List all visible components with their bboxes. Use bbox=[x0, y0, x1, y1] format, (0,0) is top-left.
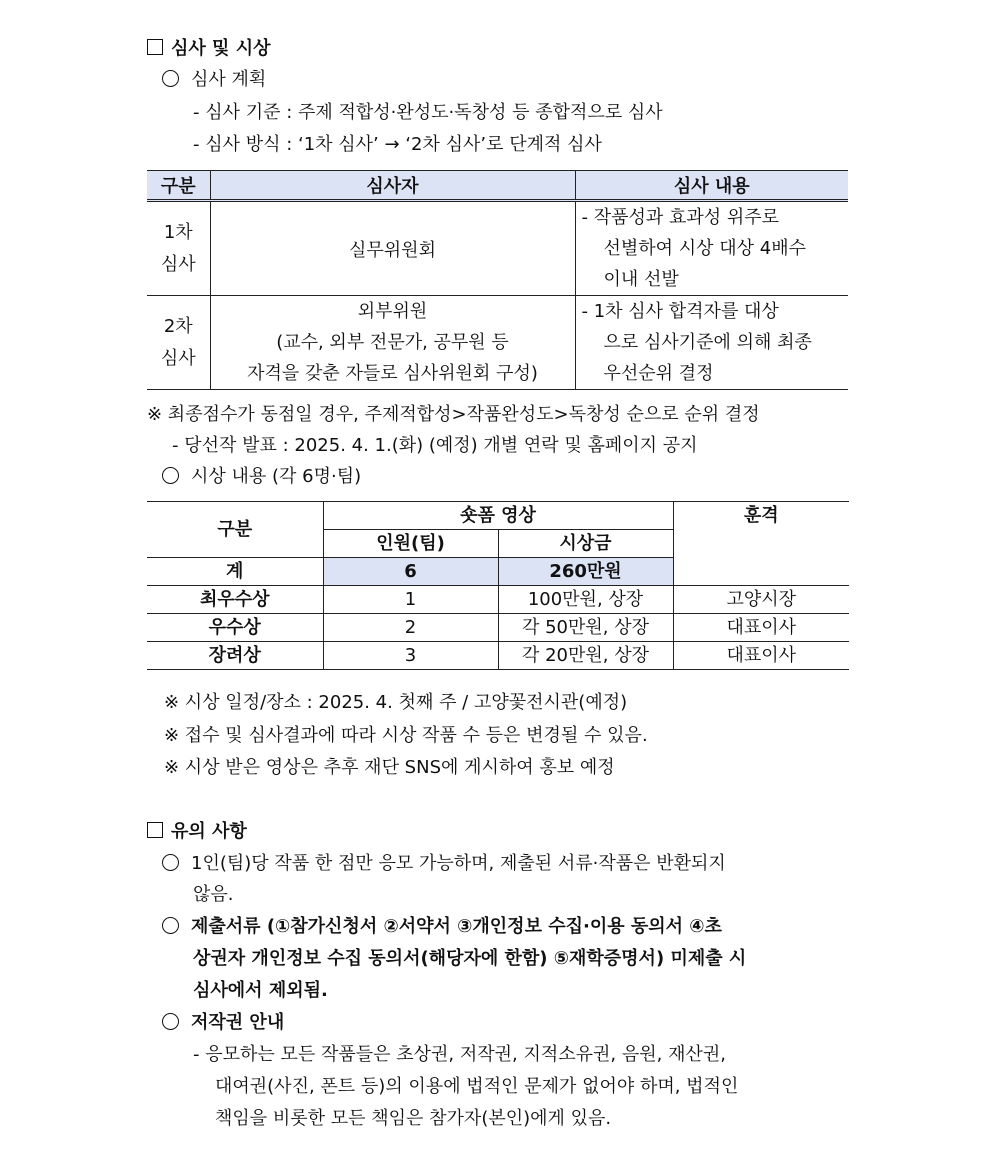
header-category: 구분 bbox=[147, 502, 323, 558]
stage-cell: 2차 심사 bbox=[147, 296, 210, 390]
award-honor: 고양시장 bbox=[673, 586, 849, 614]
copyright-line-2: 대여권(사진, 폰트 등)의 이용에 법적인 문제가 없어야 하며, 법적인 bbox=[215, 1076, 739, 1097]
circle-bullet-icon bbox=[162, 70, 179, 87]
award-people: 3 bbox=[323, 642, 498, 670]
total-prize: 260만원 bbox=[498, 558, 673, 586]
notice-item-1: 1인(팀)당 작품 한 점만 응모 가능하며, 제출된 서류·작품은 반환되지 bbox=[162, 849, 726, 875]
award-name: 최우수상 bbox=[147, 586, 323, 614]
notice-item-3: 저작권 안내 bbox=[162, 1008, 284, 1034]
subheading-review-plan: 심사 계획 bbox=[162, 65, 266, 91]
header-reviewer: 심사자 bbox=[210, 171, 575, 201]
notice-item-2-cont: 상권자 개인정보 수집 동의서(해당자에 한함) ⑤재학증명서) 미제출 시 bbox=[193, 948, 747, 969]
header-shorts: 숏폼 영상 bbox=[323, 502, 673, 530]
table-row bbox=[147, 586, 849, 614]
reviewer-cell: 외부위원 (교수, 외부 전문가, 공무원 등 자격을 갖춘 자들로 심사위원회 구성) bbox=[210, 296, 575, 390]
award-name: 장려상 bbox=[147, 642, 323, 670]
subheading-prize: 시상 내용 (각 6명·팀) bbox=[162, 462, 361, 488]
award-people: 2 bbox=[323, 614, 498, 642]
circle-bullet-icon bbox=[162, 1013, 179, 1030]
review-method: - 심사 방식 : ‘1차 심사’ → ‘2차 심사’로 단계적 심사 bbox=[193, 134, 602, 155]
note-change: ※ 접수 및 심사결과에 따라 시상 작품 수 등은 변경될 수 있음. bbox=[164, 725, 648, 746]
content-cell: - 작품성과 효과성 위주로 선별하여 시상 대상 4배수 이내 선발 bbox=[575, 201, 848, 296]
circle-bullet-icon bbox=[162, 854, 179, 871]
table-row bbox=[147, 642, 849, 670]
note-schedule: ※ 시상 일정/장소 : 2025. 4. 첫째 주 / 고양꽃전시관(예정) bbox=[164, 692, 628, 713]
circle-bullet-icon bbox=[162, 917, 179, 934]
award-honor: 대표이사 bbox=[673, 642, 849, 670]
header-honor: 훈격 bbox=[673, 502, 849, 530]
announcement: - 당선작 발표 : 2025. 4. 1.(화) (예정) 개별 연락 및 홈페이지 공지 bbox=[172, 435, 698, 456]
stage-cell: 1차 심사 bbox=[147, 201, 210, 296]
notice-item-2-cont2: 심사에서 제외됨. bbox=[193, 980, 328, 1001]
table-row bbox=[147, 201, 848, 296]
award-prize: 각 20만원, 상장 bbox=[498, 642, 673, 670]
award-honor: 대표이사 bbox=[673, 614, 849, 642]
total-label: 계 bbox=[147, 558, 323, 586]
circle-bullet-icon bbox=[162, 467, 179, 484]
section-heading-notice: 유의 사항 bbox=[147, 817, 247, 843]
award-people: 1 bbox=[323, 586, 498, 614]
table-row bbox=[147, 296, 848, 390]
header-content: 심사 내용 bbox=[575, 171, 848, 201]
notice-item-2: 제출서류 (①참가신청서 ②서약서 ③개인정보 수집·이용 동의서 ④초 bbox=[162, 912, 722, 938]
award-prize: 100만원, 상장 bbox=[498, 586, 673, 614]
reviewer-cell: 실무위원회 bbox=[210, 201, 575, 296]
header-category: 구분 bbox=[147, 171, 210, 201]
note-sns: ※ 시상 받은 영상은 추후 재단 SNS에 게시하여 홍보 예정 bbox=[164, 757, 615, 778]
review-criteria: - 심사 기준 : 주제 적합성·완성도·독창성 등 종합적으로 심사 bbox=[193, 102, 663, 123]
checkbox-square-icon bbox=[147, 39, 163, 55]
award-name: 우수상 bbox=[147, 614, 323, 642]
notice-item-1-cont: 않음. bbox=[193, 884, 234, 905]
review-table bbox=[147, 170, 848, 390]
header-people: 인원(팀) bbox=[323, 530, 498, 558]
total-people: 6 bbox=[323, 558, 498, 586]
honor-empty-cell bbox=[673, 530, 849, 586]
award-prize: 각 50만원, 상장 bbox=[498, 614, 673, 642]
content-cell: - 1차 심사 합격자를 대상 으로 심사기준에 의해 최종 우선순위 결정 bbox=[575, 296, 848, 390]
header-prize: 시상금 bbox=[498, 530, 673, 558]
copyright-line-1: - 응모하는 모든 작품들은 초상권, 저작권, 지적소유권, 음원, 재산권, bbox=[193, 1044, 726, 1065]
table-row bbox=[147, 614, 849, 642]
prize-table bbox=[147, 501, 849, 670]
checkbox-square-icon bbox=[147, 822, 163, 838]
copyright-line-3: 책임을 비롯한 모든 책임은 참가자(본인)에게 있음. bbox=[215, 1108, 612, 1129]
section-heading-review: 심사 및 시상 bbox=[147, 34, 270, 60]
tie-note: ※ 최종점수가 동점일 경우, 주제적합성>작품완성도>독창성 순으로 순위 결정 bbox=[147, 404, 760, 425]
